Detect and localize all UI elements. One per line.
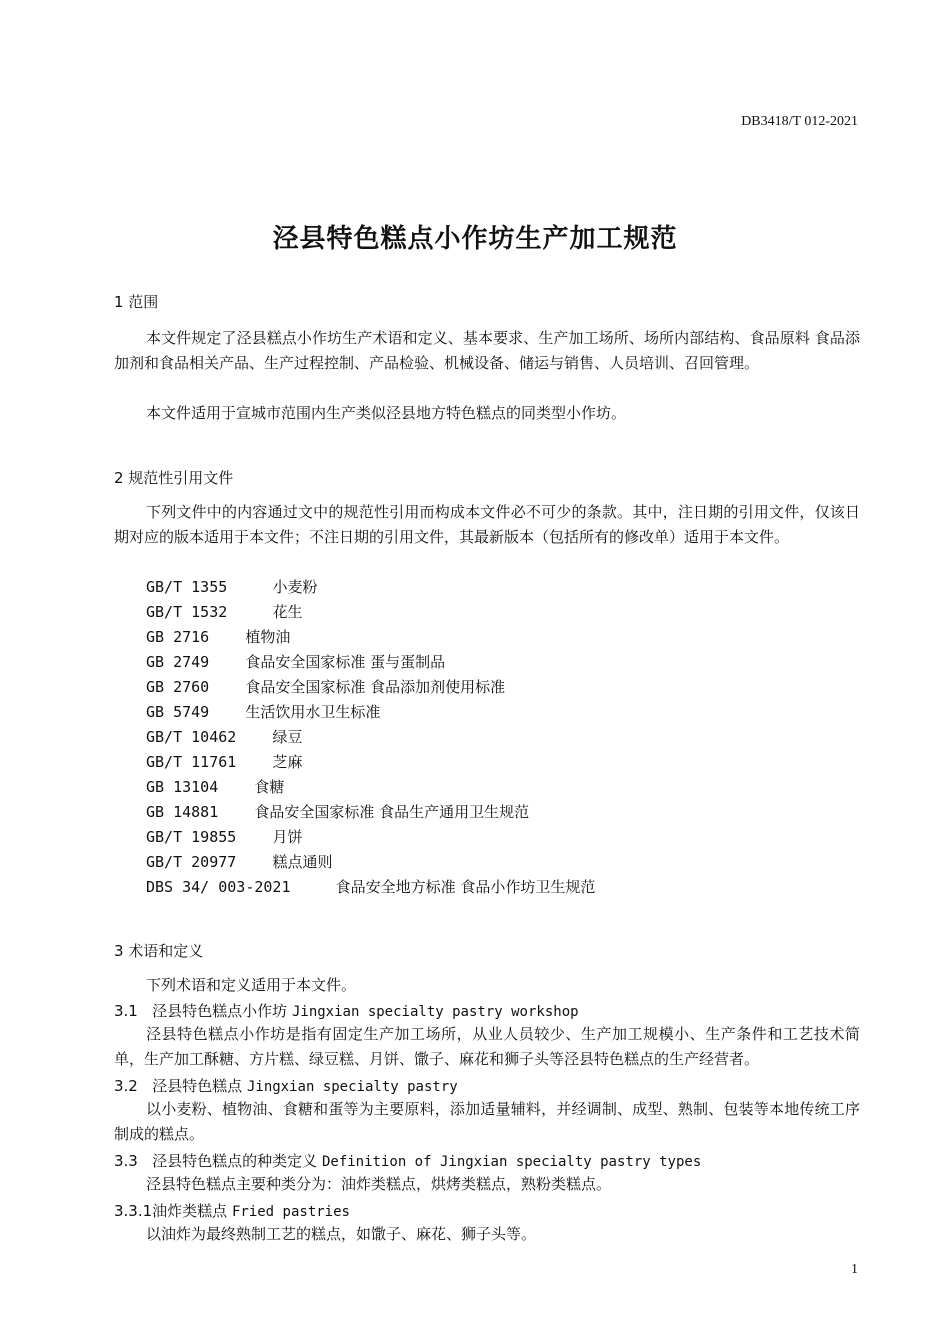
term-definition: 以油炸为最终熟制工艺的糕点，如馓子、麻花、狮子头等。 — [146, 1225, 537, 1243]
reference-code: GB 2749 — [146, 653, 210, 671]
reference-item — [146, 701, 380, 722]
reference-code: GB/T 20977 — [146, 853, 237, 871]
reference-code: GB/T 1532 — [146, 603, 228, 621]
term-heading — [114, 1200, 350, 1221]
term-en: Definition of Jingxian specialty pastry types — [321, 1154, 702, 1170]
reference-code: GB 13104 — [146, 778, 219, 796]
reference-name: 小麦粉 — [272, 578, 318, 596]
reference-code: GB 14881 — [146, 803, 219, 821]
term-definition: 以小麦粉、植物油、食糖和蛋等为主要原料，添加适量辅料，并经调制、成型、熟制、包装等本地传统工序制成的糕点。 — [114, 1100, 860, 1143]
reference-code: GB 5749 — [146, 703, 210, 721]
reference-name: 月饼 — [272, 828, 303, 846]
document-title: 泾县特色糕点小作坊生产加工规范 — [272, 224, 678, 254]
term-zh: 泾县特色糕点的种类定义 — [152, 1152, 318, 1170]
reference-item — [146, 826, 302, 847]
standard-number: DB3418/T 012-2021 — [741, 114, 858, 129]
reference-item — [146, 851, 332, 872]
reference-code: GB/T 10462 — [146, 728, 237, 746]
reference-name: 花生 — [272, 603, 303, 621]
section-2-heading: 2 规范性引用文件 — [114, 469, 234, 487]
reference-name: 生活饮用水卫生标准 — [245, 703, 381, 721]
term-definition: 泾县特色糕点小作坊是指有固定生产加工场所，从业人员较少、生产加工规模小、生产条件和工艺技术简单，生产加工酥糖、方片糕、绿豆糕、月饼、馓子、麻花和狮子头等泾县特色糕点的生产经营者。 — [114, 1025, 860, 1068]
reference-item — [146, 601, 302, 622]
reference-name: 植物油 — [245, 628, 291, 646]
reference-item — [146, 876, 595, 897]
section-1-heading: 1 范围 — [114, 293, 159, 311]
reference-name: 芝麻 — [272, 753, 303, 771]
reference-name: 食品安全地方标准 食品小作坊卫生规范 — [335, 878, 596, 896]
reference-item — [146, 726, 302, 747]
section-3-intro: 下列术语和定义适用于本文件。 — [146, 976, 357, 994]
reference-name: 食品安全国家标准 食品添加剂使用标准 — [245, 678, 506, 696]
reference-item — [146, 676, 505, 697]
reference-name: 糕点通则 — [272, 853, 333, 871]
reference-name: 食糖 — [254, 778, 285, 796]
page-number: 1 — [851, 1262, 858, 1277]
term-number: 3.3.1 — [114, 1202, 153, 1220]
reference-code: GB/T 11761 — [146, 753, 237, 771]
section-2-intro: 下列文件中的内容通过文中的规范性引用而构成本文件必不可少的条款。其中，注日期的引用文件，仅该日期对应的版本适用于本文件；不注日期的引用文件，其最新版本（包括所有的修改单）适用于本文件。 — [114, 503, 860, 546]
section-3-heading: 3 术语和定义 — [114, 942, 204, 960]
reference-code: DBS 34/ 003-2021 — [146, 878, 291, 896]
term-definition: 泾县特色糕点主要种类分为：油炸类糕点，烘烤类糕点，熟粉类糕点。 — [146, 1175, 612, 1193]
reference-code: GB/T 1355 — [146, 578, 228, 596]
reference-item — [146, 776, 284, 797]
term-en: Fried pastries — [231, 1204, 350, 1220]
term-number: 3.1 — [114, 1002, 138, 1020]
term-zh: 油炸类糕点 — [152, 1202, 228, 1220]
section-1-paragraph: 本文件规定了泾县糕点小作坊生产术语和定义、基本要求、生产加工场所、场所内部结构、食品原料 食品添加剂和食品相关产品、生产过程控制、产品检验、机械设备、储运与销售、人员培训、召回管理。 — [114, 329, 860, 372]
reference-item — [146, 651, 445, 672]
reference-item — [146, 751, 302, 772]
reference-item — [146, 801, 529, 822]
term-heading — [114, 1150, 701, 1171]
term-zh: 泾县特色糕点小作坊 — [152, 1002, 288, 1020]
term-en: Jingxian specialty pastry workshop — [291, 1004, 579, 1020]
term-heading — [114, 1075, 458, 1096]
reference-name: 食品安全国家标准 食品生产通用卫生规范 — [254, 803, 530, 821]
term-number: 3.3 — [114, 1152, 138, 1170]
reference-name: 绿豆 — [272, 728, 303, 746]
reference-name: 食品安全国家标准 蛋与蛋制品 — [245, 653, 446, 671]
reference-code: GB/T 19855 — [146, 828, 237, 846]
reference-code: GB 2760 — [146, 678, 210, 696]
reference-code: GB 2716 — [146, 628, 210, 646]
term-heading — [114, 1000, 579, 1021]
section-1-paragraph: 本文件适用于宣城市范围内生产类似泾县地方特色糕点的同类型小作坊。 — [146, 404, 627, 422]
term-zh: 泾县特色糕点 — [152, 1077, 243, 1095]
term-number: 3.2 — [114, 1077, 138, 1095]
term-en: Jingxian specialty pastry — [246, 1079, 458, 1095]
reference-item — [146, 576, 317, 597]
reference-item — [146, 626, 290, 647]
